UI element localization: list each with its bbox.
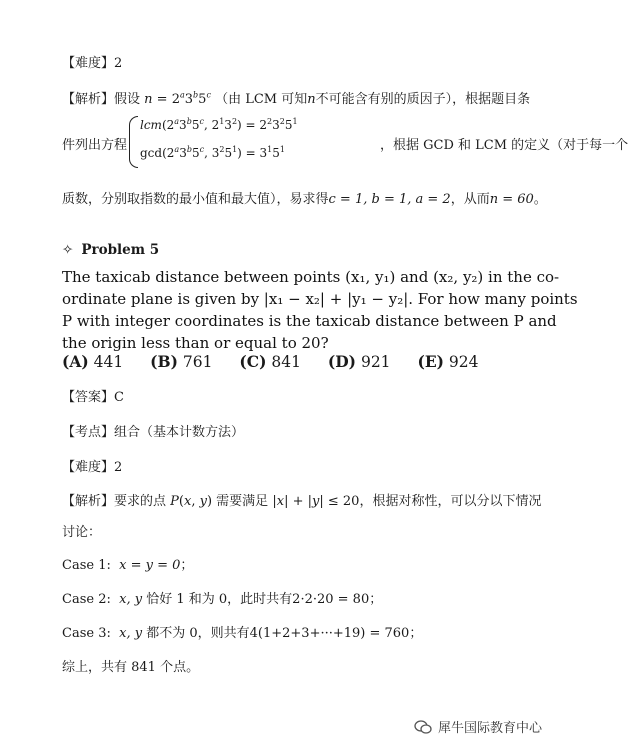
difficulty-line-top (62, 52, 122, 71)
lcm-equation: lcm(2$^a$3$^b$5$^c$, $2^13^2) = 2^23^25^1$ (140, 117, 298, 132)
diamond-icon: ✧ (62, 242, 74, 258)
case-tail: ； (369, 592, 383, 607)
choice-a: (A) 441 (62, 352, 124, 371)
case-label: Case 1: (62, 558, 111, 573)
answer-value: C (114, 390, 124, 405)
case-vars: x, y (119, 592, 143, 607)
difficulty-value: 2 (114, 460, 123, 475)
case-vars: x, y (119, 626, 143, 641)
difficulty-label: 【难度】 (62, 460, 115, 475)
analysis-text: （由 LCM 可知 (215, 92, 308, 107)
gcd-equation: gcd(2$^a$3$^b$5$^c$, $3^25^1) = 3^15^1$ (140, 145, 285, 160)
case-math: x = y = 0 (119, 558, 181, 573)
analysis-text-2: 不可能含有别的质因子），根据题目条 (315, 92, 531, 107)
system-label: 件列出方程 (62, 138, 128, 153)
case-text: 恰好 1 和为 0，此时共有 (146, 592, 293, 607)
summary-line: 综上，共有 841 个点。 (62, 660, 200, 675)
period: 。 (533, 192, 547, 207)
topic-label: 【考点】 (62, 425, 115, 440)
answer-label: 【答案】 (62, 390, 115, 405)
answer-line (62, 386, 124, 405)
analysis-line-3 (62, 188, 547, 207)
problem-line: the origin less than or equal to 20? (62, 334, 329, 352)
difficulty-value: 2 (114, 56, 123, 71)
choice-c: (C) 841 (239, 352, 301, 371)
analysis2-line-1 (62, 490, 541, 509)
math-n-def: $n = 2^a3^b5^c$ (144, 90, 211, 107)
analysis2-line-2: 讨论： (62, 525, 102, 540)
answer-choices (62, 352, 501, 371)
problem-line: P with integer coordinates is the taxicab distance between P and (62, 312, 557, 330)
problem-line: ordinate plane is given by |x₁ − x₂| + |y₁ − y₂|. For how many points (62, 290, 578, 308)
watermark-text: 犀牛国际教育中心 (438, 721, 543, 736)
analysis-text-2: ，根据对称性，可以分以下情况 (359, 494, 542, 509)
abc-values: c = 1, b = 1, a = 2 (328, 192, 451, 207)
case-3 (62, 622, 422, 641)
case-1 (62, 554, 193, 573)
n-result: n = 60 (489, 192, 534, 207)
case-text: 都不为 0，则共有 (146, 626, 250, 641)
topic-line (62, 421, 244, 440)
case-math: 2·2·20 = 80 (292, 592, 370, 607)
analysis-text: 需要满足 (216, 494, 269, 509)
difficulty-line (62, 456, 122, 475)
analysis-line-1: 【解析】假设 $n = 2^a3^b5^c$ （由 LCM 可知n不可能含有别的质因子），根据题目条 (62, 90, 531, 107)
analysis-text-4: ，从而 (450, 192, 490, 207)
math-inequality: |x| + |y| ≤ 20 (272, 494, 360, 509)
wechat-icon (414, 719, 432, 735)
math-point-p: P(x, y) (170, 494, 213, 509)
problem-heading (62, 242, 159, 258)
choice-b: (B) 761 (150, 352, 213, 371)
left-brace (129, 116, 138, 168)
watermark (414, 717, 542, 736)
analysis-text-3: 质数，分别取指数的最小值和最大值），易求得 (62, 192, 329, 207)
case-label: Case 2: (62, 592, 111, 607)
problem-line: The taxicab distance between points (x₁, y₁) and (x₂, y₂) in the co- (62, 268, 560, 286)
case-2 (62, 588, 382, 607)
problem-statement (62, 266, 578, 354)
topic-value: 组合（基本计数方法） (114, 425, 245, 440)
case-tail: ； (409, 626, 423, 641)
choice-d: (D) 921 (327, 352, 391, 371)
system-suffix: ，根据 GCD 和 LCM 的定义（对于每一个 (380, 138, 628, 153)
analysis-label: 【解析】假设 (62, 92, 141, 107)
analysis-label: 【解析】要求的点 (62, 494, 167, 509)
case-label: Case 3: (62, 626, 111, 641)
choice-e: (E) 924 (417, 352, 479, 371)
difficulty-label: 【难度】 (62, 56, 115, 71)
case-math: 4(1+2+3+···+19) = 760 (249, 626, 410, 641)
problem-title: Problem 5 (81, 242, 160, 258)
case-tail: ； (180, 558, 194, 573)
